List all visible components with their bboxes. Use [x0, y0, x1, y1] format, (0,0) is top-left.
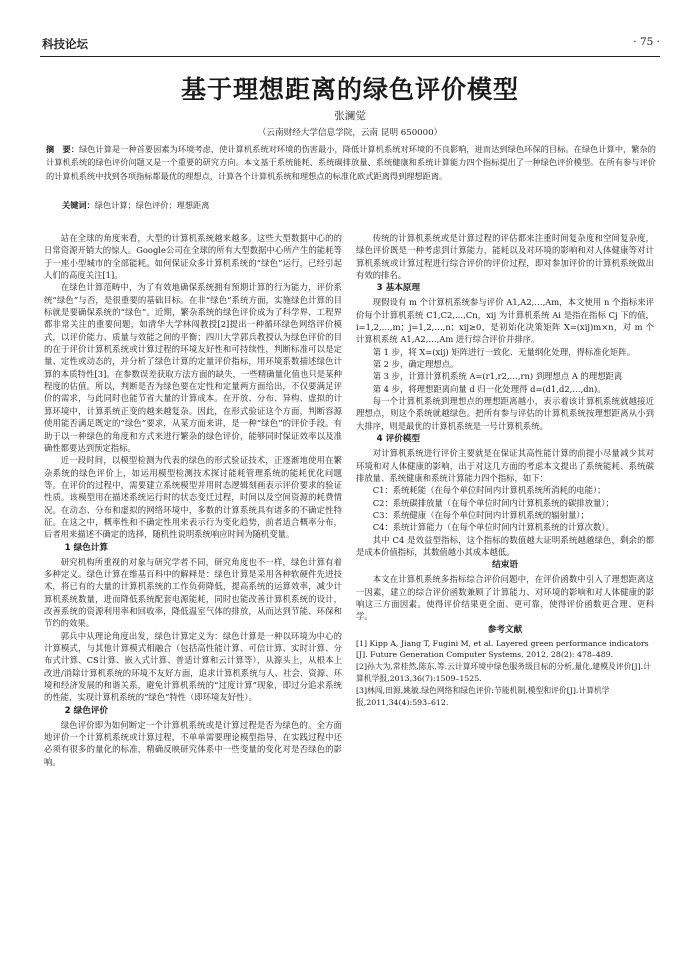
left-column: [44, 232, 342, 768]
body-paragraph: 每一个计算机系统到理想点的理想距离越小，表示着该计算机系统就越接近理想点，则这个系统就越绿色。把所有参与评估的计算机系统按理想距离从小到大排序，则是最优的计算机系统是一号计算机系统。: [356, 396, 654, 431]
section-heading: 结束语: [492, 560, 518, 571]
section-heading: 2 绿色评价: [64, 705, 108, 716]
reference-item: [1] Kipp A, Jiang T, Fugini M, et al. Layered green performance indicators [J]. Future Generation Computer Systems, 2012, 28(2): 478–489.: [356, 638, 649, 660]
indicator-item: C3：系统健康（在每个单位时间内计算机系统的辐射量）；: [372, 509, 589, 520]
body-paragraph: 现假设有 m 个计算机系统参与评价 A1,A2,…,Am，本文使用 n 个指标来评价每个计算机系统 C1,C2,…,Cn，xij 为计算机系统 Ai 是指在指标 Cj 下的值，i=1,2,…,m；j=1,2,…,n；xij≥0，是初始化决策矩阵 X=(xij)m×n，对 m 个计算机系统 A1,A2,…,Am 进行综合评价并排序。: [356, 297, 654, 345]
body-paragraph: 站在全球的角度来看，大型的计算机系统越来越多。这些大型数据中心的的日常资源开销大的惊人。Google公司在全球的所有大型数据中心所产生的能耗等于一座小型城市的全部能耗。如何保证众多计算机系统的“绿色”运行，已经引起人们的高度关注[1]。: [44, 233, 342, 281]
reference-item: [2]孙大为,常桂然,陈东,等.云计算环境中绿色服务级目标的分析,量化,建模及评价[J].计算机学报,2013,36(7):1509–1525.: [356, 662, 651, 684]
body-paragraph: 第 3 步，计算计算机系统 A=(r1,r2,…,rn) 到理想点 A 的理想距离: [372, 371, 623, 382]
abstract-text: 绿色计算是一种首要因素为环境考虑，使计算机系统对环境的伤害最小，降低计算机系统对环境的不良影响，进而达到绿色环保的目标。在绿色计算中，繁杂的计算机系统的绿色评价问题又是一个重要的研究方向。本文基于系统能耗、系统碳排放量、系统健康和系统计算能力四个指标提出了一种绿色评价模型。在所有参与评价的计算机系统中找到各项指标都最优的理想点，计算各个计算机系统和理想点的标准化欧式距离得到理想距离。: [46, 144, 656, 181]
body-paragraph: 对计算机系统进行评价主要就是在保证其高性能计算的前提小尽量减少其对环境和对人体健康的影响，出于对这几方面的考虑本文提出了系统能耗、系统碳排放量、系统健康和系统计算能力四个指标，如下：: [356, 448, 654, 483]
paper-title: 基于理想距离的绿色评价模型: [180, 75, 519, 104]
reference-item: [3]林闯,田源,姚敏.绿色网络和绿色评价:节能机制,模型和评价[J].计算机学报,2011,34(4):593–612.: [356, 685, 610, 707]
indicator-item: C2：系统碳排放量（在每个单位时间内计算机系统的碳排放量）；: [372, 497, 614, 508]
keywords-text: 绿色计算；绿色评价；理想距离: [94, 200, 210, 210]
body-paragraph: 其中 C4 是效益型指标，这个指标的数值越大证明系统越越绿色，剩余的都是成本价值指标，其数值越小其成本越低。: [356, 534, 654, 557]
author: 张澜觉: [334, 110, 366, 122]
body-paragraph: 近一段时间，以模型检测为代表的绿色的形式验证技术，正逐渐地使用在繁杂系统的绿色评价上，如运用模型检测技术探讨能耗管理系统的能耗优化问题等。在评价的过程中，需要建立系统模型并用时态逻辑刻画表示评价要求的验证性质。该模型用在描述系统运行时的状态变迁过程，时间以及空间资源的耗费情况。在动态、分布和虚拟的网络环境中，多数的计算系统具有诸多的不确定性特征。在这之中，概率性和不确定性用来表示行为变化趋势，前者适合概率分布，后者用来描述不确定的选择，随机性说明系统响应时间为随机变量。: [44, 455, 342, 540]
body-paragraph: 绿色评价即为如何断定一个计算机系统或是计算过程是否为绿色的。全方面地评价一个计算机系统或计算过程，不单单需要理论模型指导，在实践过程中还必须有很多的量化的标准，精确反映研究体系中一些变量的变化对是否绿色的影响。: [44, 719, 342, 767]
abstract-label: 摘 要：: [46, 144, 79, 154]
body-paragraph: 本文在计算机系统多指标综合评价问题中，在评价函数中引入了理想距离这一因素，建立的综合评价函数兼顾了计算能力、对环境的影响和对人体健康的影响这三方面因素。使得评价结果更全面、更可靠，使得评价函数更合理、更科学。: [356, 574, 654, 622]
affiliation: （云南财经大学信息学院，云南 昆明 650000）: [257, 128, 443, 138]
section-heading: 3 基本原理: [376, 283, 420, 294]
header-rule: [40, 56, 660, 57]
keywords: [62, 200, 656, 211]
body-paragraph: 郭兵中从理论角度出发，绿色计算定义为：绿色计算是一种以环境为中心的计算模式，与其他计算模式相融合（包括高性能计算、可信计算、实时计算、分布式计算、CS计算、嵌入式计算、普适计算和云计算等），从源头上，从根本上改进/消除计算机系统的环境不友好方面，追求计算机系统与人、社会、资源、环境和经济发展的和谐关系，避免计算机系统的“过度计算”现象，即过分追求系统的性能，实现计算机系统的“绿色”特性（即环境友好性）。: [44, 630, 342, 703]
section-heading: 1 绿色计算: [64, 542, 108, 553]
section-heading: 4 评价模型: [376, 434, 420, 445]
body-paragraph: 研究机构所重视的对象与研究学者不同，研究角度也不一样，绿色计算有着多种定义。绿色计算在维基百科中的解释是：绿色计算是采用各种软硬件先进技术，将已有的大量的计算机系统的工作负荷降低，提高系统的运算效率，减少计算机系统数量，进而降低系统配套电源能耗，同时也能改善计算机系统的设计，改善系统的资源利用率和回收率，降低温室气体的排放，从而达到节能、环保和节约的效果。: [44, 556, 342, 629]
indicator-item: C1：系统耗能（在每个单位时间内计算机系统所消耗的电能）；: [372, 485, 606, 496]
body-paragraph: 第 2 步，确定理想点。: [372, 359, 459, 370]
body-paragraph: 第 1 步，将 X=(xij) 矩阵进行一致化、无量纲化处理，得标准化矩阵。: [372, 346, 635, 357]
journal-name: 科技论坛: [42, 37, 88, 51]
section-heading: 参考文献: [487, 624, 523, 635]
running-header: [42, 36, 660, 56]
right-column: [356, 232, 654, 708]
page-number: · 75 ·: [633, 36, 660, 48]
body-paragraph: 在绿色计算范畴中，为了有效地确保系统拥有预期计算的行为能力，评价系统“绿色”与否，是很重要的基础目标。在非“绿色”系统方面，实施绿色计算的目标就是要确保系统的“绿色”。近期，繁杂系统的绿色评价成为了科学界、工程界都非常关注的重要问题，如清华大学林闯教授[2]提出一种循环绿色网络评价模式，以评价能力、质量与效能之间的平衡；四川大学郭兵教授认为绿色评价的目的在于评价计算机系统或计算过程的环境友好性和可持续性，判断标准可以是定量、定性或动态的，并分析了绿色计算的定量评价指标，用环境系数描述绿色计算的本质特性[3]。在参数误差获取方法方面的缺失，一些精确量化值也只是某种程度的估值。所以，判断是否为绿色要在定性和定量两方面给出，不仅要满足评价的需求，与此同时也能节省大量的计算成本。在开放、分布、异构、虚拟的计算环境中，计算系统正变的越来越复杂。因此，在形式验证这个方面，判断容源使用能否满足既定的“绿色”要求，从某方面来讲，是一种“绿色”的评价手段。有助于以一种绿色的角度和方式来进行繁杂的绿色评价，能够同时保证效率以及准确性都要达到预定指标。: [44, 282, 342, 453]
abstract: [46, 143, 656, 183]
keywords-label: 关键词：: [62, 200, 95, 210]
body-paragraph: 传统的计算机系统或是计算过程的评估都来注重时间复杂度和空间复杂度，绿色评价既是一种考虑到计算能力，能耗以及对环境的影响和对人体健康等对计算机系统或计算过程进行综合评价的评价过程，即对参加评价的计算机系统做出有效的排名。: [356, 233, 654, 281]
indicator-item: C4：系统计算能力（在每个单位时间内计算机系统的计算次数）。: [372, 522, 614, 533]
body-paragraph: 第 4 步，将理想距离向量 d 归一化处理得 d=(d1,d2,…,dn)。: [372, 383, 606, 394]
